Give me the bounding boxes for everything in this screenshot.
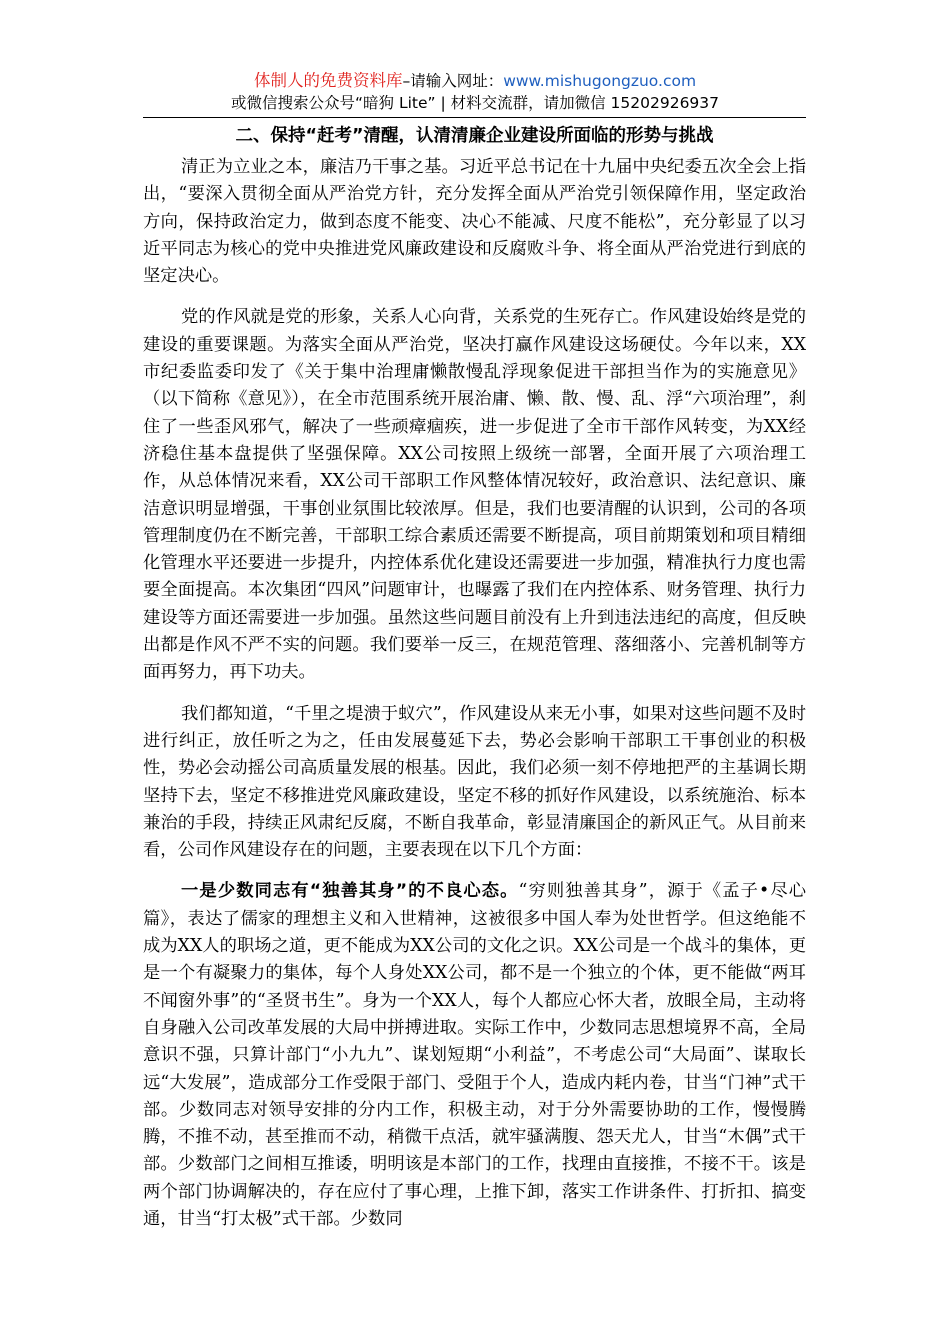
paragraph [143,701,806,865]
paragraph-text: 我们都知道，“千里之堤溃于蚁穴”，作风建设从来无小事，如果对这些问题不及时进行纠正，放任听之为之，任由发展蔓延下去，势必会影响干部职工干事创业的积极性，势必会动摇公司高质量发展的根基。因此，我们必须一刻不停地把严的主基调长期坚持下去，坚定不移推进党风廉政建设，坚定不移的抓好作风建设，以系统施治、标本兼治的手段，持续正风肃纪反腐，不断自我革命，彰显清廉国企的新风正气。从目前来看，公司作风建设存在的问题，主要表现在以下几个方面： [143,703,806,861]
site-url-link[interactable]: www.mishugongzuo.com [503,72,697,90]
paragraph [143,878,806,1233]
paragraph-text: “穷则独善其身”，源于《孟子•尽心篇》，表达了儒家的理想主义和入世精神，这被很多中国人奉为处世哲学。但这绝能不成为XX人的职场之道，更不能成为XX公司的文化之识。XX公司是一个战斗的集体，更是一个有凝聚力的集体，每个人身处XX公司，都不是一个独立的个体，更不能做“两耳不闻窗外事”的“圣贤书生”。身为一个XX人，每个人都应心怀大者，放眼全局，主动将自身融入公司改革发展的大局中拼搏进取。实际工作中，少数同志思想境界不高，全局意识不强，只算计部门“小九九”、谋划短期“小利益”，不考虑公司“大局面”、谋取长远“大发展”，造成部分工作受限于部门、受阻于个人，造成内耗内卷，甘当“门神”式干部。少数同志对领导安排的分内工作，积极主动，对于分外需要协助的工作，慢慢腾腾，不推不动，甚至推而不动，稍微干点活，就牢骚满腹、怨天尤人，甘当“木偶”式干部。少数部门之间相互推诿，明明该是本部门的工作，找理由直接推，不接不干。该是两个部门协调解决的，存在应付了事心理，上推下卸，落实工作讲条件、打折扣、搞变通，甘当“打太极”式干部。少数同 [143,881,806,1229]
paragraph [143,304,806,686]
url-prompt: –请输入网址： [402,72,504,90]
paragraph [143,154,806,290]
section-title: 二、保持“赶考”清醒，认清清廉企业建设所面临的形势与挑战 [235,126,714,146]
paragraph-text: 党的作风就是党的形象，关系人心向背，关系党的生死存亡。作风建设始终是党的建设的重要课题。为落实全面从严治党，坚决打赢作风建设这场硬仗。今年以来，XX市纪委监委印发了《关于集中治理庸懒散慢乱浮现象促进干部担当作为的实施意见》（以下简称《意见》），在全市范围系统开展治庸、懒、散、慢、乱、浮“六项治理”，刹住了一些歪风邪气，解决了一些顽瘴痼疾，进一步促进了全市干部作风转变，为XX经济稳住基本盘提供了坚强保障。XX公司按照上级统一部署，全面开展了六项治理工作，从总体情况来看，XX公司干部职工作风整体情况较好，政治意识、法纪意识、廉洁意识明显增强，干事创业氛围比较浓厚。但是，我们也要清醒的认识到，公司的各项管理制度仍在不断完善，干部职工综合素质还需要不断提高，项目前期策划和项目精细化管理水平还要进一步提升，内控体系优化建设还需要进一步加强，精准执行力度也需要全面提高。本次集团“四风”问题审计，也曝露了我们在内控体系、财务管理、执行力建设等方面还需要进一步加强。虽然这些问题目前没有上升到违法违纪的高度，但反映出都是作风不严不实的问题。我们要举一反三，在规范管理、落细落小、完善机制等方面再努力，再下功夫。 [143,307,806,683]
site-brand: 体制人的免费资料库 [253,71,403,90]
site-banner [0,70,950,92]
wechat-contact-line: 或微信搜索公众号“暗狗 Lite” | 材料交流群，请加微信 15202926937 [230,94,720,112]
document-body [143,154,806,1247]
paragraph-text: 清正为立业之本，廉洁乃干事之基。习近平总书记在十九届中央纪委五次全会上指出，“要深入贯彻全面从严治党方针，充分发挥全面从严治党引领保障作用，坚定政治方向，保持政治定力，做到态度不能变、决心不能减、尺度不能松”，充分彰显了以习近平同志为核心的党中央推进党风廉政建设和反腐败斗争、将全面从严治党进行到底的坚定决心。 [143,157,806,287]
header-divider [143,117,806,118]
paragraph-lead-heading: 一是少数同志有“独善其身”的不良心态。 [181,881,519,902]
